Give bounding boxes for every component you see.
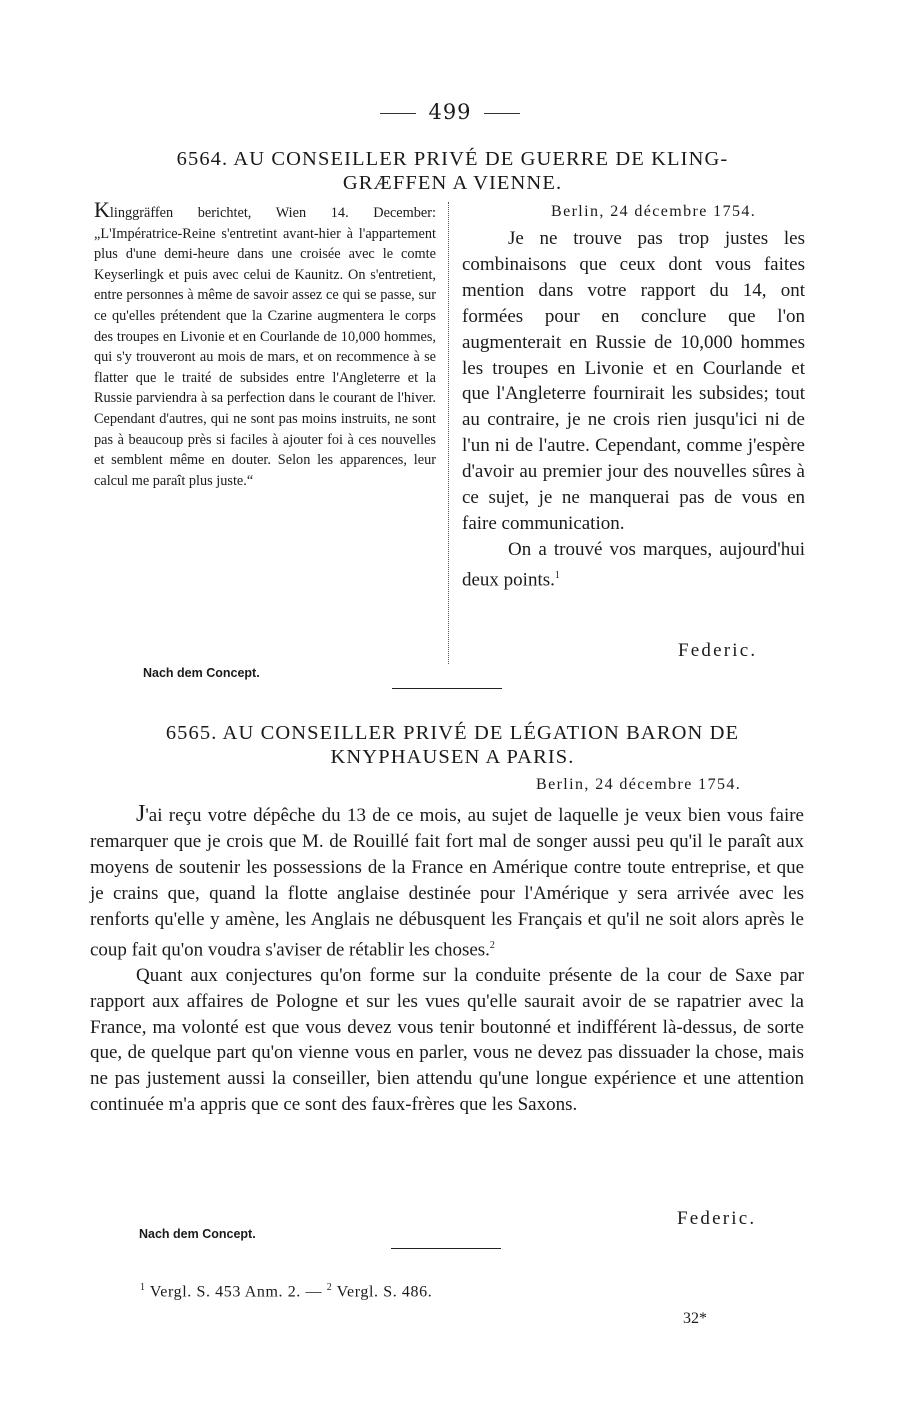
footnotes [140, 1282, 432, 1301]
letter2-paragraph-1 [90, 802, 804, 963]
footnote-2-mark: 2 [326, 1282, 333, 1293]
letter1-source-note: Nach dem Concept. [143, 666, 260, 680]
section-rule-2 [391, 1248, 501, 1249]
letter1-paragraph-1-text: Je ne trouve pas trop justes les combinaisons que ceux dont vous faites mention dans votre rapport du 14, ont formées pour en conclure que l'on augmenterait en Russie de 10,000 hommes les troupes en Livonie et en Courlande et que l'Angleterre fournirait les subsides; tout au contraire, je ne crois rien jusqu'ici ni de l'un ni de l'autre. Cependant, comme j'espère d'avoir au premier jour des nouvelles sûres à ce sujet, je ne manquerai pas de vous en faire communication. [462, 228, 805, 534]
page-number-dash-right [484, 113, 520, 114]
letter2-heading [95, 721, 810, 769]
footnote-1-mark: 1 [140, 1282, 146, 1293]
letter1-heading-line1: 6564. AU CONSEILLER PRIVÉ DE GUERRE DE KLING- [176, 148, 729, 170]
letter2-dateline: Berlin, 24 décembre 1754. [536, 776, 742, 793]
footnote-1: Vergl. S. 453 Anm. 2. — [149, 1283, 323, 1301]
letter2-source-note: Nach dem Concept. [139, 1227, 256, 1241]
letter2-paragraph-1-text: 'ai reçu votre dépêche du 13 de ce mois, au sujet de laquelle je veux bien vous faire remarquer que je crois que M. de Rouillé fait fort mal de songer aussi peu qu'il le paraît aux moyens de soutenir les possessions de la France en Amérique contre toute entreprise, et que je crains que, quand la flotte anglaise destinée pour l'Amérique y sera arrivée avec les renforts qu'elle y amène, les Anglais ne débusquent les Français et qu'il ne soit alors après le coup fait qu'on voudra s'aviser de rétablir les choses. [90, 805, 804, 960]
letter1-heading-line2: GRÆFFEN A VIENNE. [342, 172, 563, 194]
letter1-paragraph-2-text: On a trouvé vos marques, aujourd'hui deux points. [462, 538, 805, 591]
letter2-paragraph-2 [90, 963, 804, 1118]
footnote-ref-2: 2 [489, 939, 495, 951]
letter1-paragraph-2 [462, 537, 805, 593]
letter1-paragraph-1 [462, 226, 805, 537]
letter1-dateline: Berlin, 24 décembre 1754. [551, 203, 757, 220]
letter2-body [90, 802, 804, 1118]
letter1-summary-text: linggräffen berichtet, Wien 14. December: „L'Impératrice-Reine s'entretint avant-hier à l'appartement plus d'une demi-heure dans une croisée avec le comte Keyserlingk et puis avec celui de Kaunitz. On s'entretient, entre personnes à même de savoir assez ce qui se passe, sur ce qu'elles prétendent que la Czarine augmentera le corps des troupes en Livonie et en Courlande de 10,000 hommes, qui s'y trouveront au mois de mars, et on recommence à se flatter que le traité de subsides entre l'Angleterre et la Russie parviendra à sa perfection dans le courant de l'hiver. Cependant d'autres, qui ne sont pas moins instruits, ne sont pas à beaucoup près si faciles à ajouter foi à ces nouvelles et semblent même en douter. Selon les apparences, leur calcul me paraît plus juste.“ [94, 205, 436, 489]
letter2-heading-line1: 6565. AU CONSEILLER PRIVÉ DE LÉGATION BARON DE [165, 722, 740, 744]
column-divider [448, 202, 449, 664]
page-number [0, 100, 900, 124]
letter1-summary-dropcap: K [94, 197, 110, 222]
page-number-text: 499 [428, 100, 472, 124]
letter2-heading-line2: KNYPHAUSEN A PARIS. [330, 746, 575, 768]
letter1-heading [95, 147, 810, 195]
letter1-summary [94, 197, 436, 491]
letter1-body [462, 226, 805, 593]
letter2-paragraph-2-text: Quant aux conjectures qu'on forme sur la conduite présente de la cour de Saxe par rapport aux affaires de Pologne et sur les vues qu'elle saurait avoir de se rapatrier avec la France, ma volonté est que vous devez vous tenir boutonné et indifférent là-dessus, de sorte que, de quelque part qu'on vienne vous en parler, vous ne devez pas dissuader la chose, mais ne pas justement aussi la conseiller, bien attendu qu'une longue expérience et une attention continuée m'a appris que ce sont des faux-frères que les Saxons. [90, 964, 804, 1116]
page-number-dash-left [380, 113, 416, 114]
letter1-signature: Federic. [678, 640, 758, 661]
section-rule-1 [392, 688, 502, 689]
sheet-signature-mark: 32* [683, 1310, 707, 1327]
letter2-signature: Federic. [677, 1208, 757, 1229]
footnote-ref-1: 1 [554, 569, 560, 581]
footnote-2: Vergl. S. 486. [336, 1283, 433, 1301]
letter2-paragraph-1-dropcap: J [136, 801, 146, 827]
